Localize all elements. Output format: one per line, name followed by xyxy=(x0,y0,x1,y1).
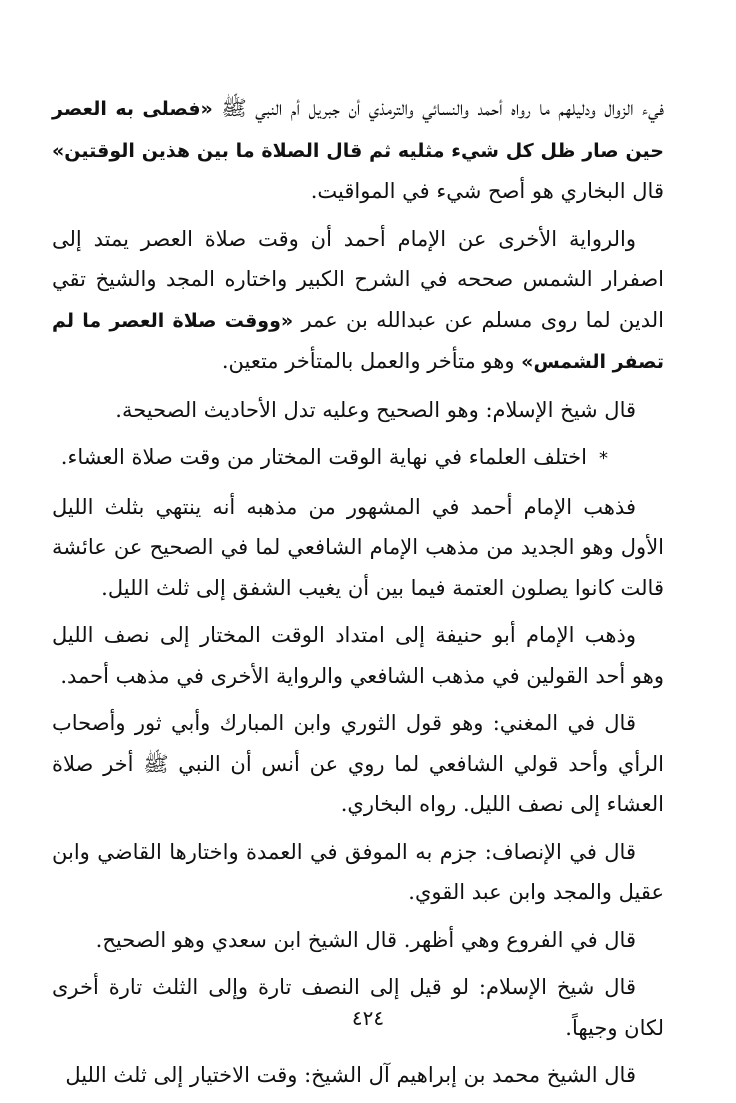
paragraph-sheikh-islam: قال شيخ الإسلام: وهو الصحيح وعليه تدل الأحاديث الصحيحة. xyxy=(115,397,636,422)
paragraph-text: والرواية الأخرى عن الإمام أحمد أن وقت صلاة العصر يمتد إلى اصفرار الشمس صححه في الشرح الكبير واختاره المجد والشيخ تقي الدين لما روى مسلم عن عبدالله بن عمر xyxy=(52,226,664,332)
paragraph-text: فيء الزوال ودليلهم ما رواه أحمد والنسائي والترمذي أن جبريل أم النبي ﷺ xyxy=(212,96,664,120)
paragraph-text: اختلف العلماء في نهاية الوقت المختار من وقت صلاة العشاء. xyxy=(60,445,587,469)
paragraph-insaf: قال في الإنصاف: جزم به الموفق في العمدة واختارها القاضي وابن عقيل والمجد وابن عبد القوي. xyxy=(52,839,664,904)
page-body xyxy=(52,88,664,1103)
paragraph-text: قال البخاري هو أصح شيء في المواقيت. xyxy=(310,179,664,203)
paragraph-text: وهو متأخر والعمل بالمتأخر متعين. xyxy=(221,349,522,373)
paragraph-furu: قال في الفروع وهي أظهر. قال الشيخ ابن سعدي وهو الصحيح. xyxy=(95,927,636,952)
paragraph-isha-heading xyxy=(52,437,664,480)
paragraph-asr-hadith xyxy=(52,88,664,212)
paragraph-sheikh-islam-2: قال شيخ الإسلام: لو قيل إلى النصف تارة وإلى الثلث تارة أخرى لكان وجيهاً. xyxy=(52,975,664,1040)
star-bullet-icon: * xyxy=(599,448,608,469)
paragraph-asr-second-narration xyxy=(52,219,664,383)
paragraph-muhammad-ibrahim: قال الشيخ محمد بن إبراهيم آل الشيخ: وقت الاختيار إلى ثلث الليل xyxy=(65,1063,636,1087)
paragraph-ahmad-opinion: فذهب الإمام أحمد في المشهور من مذهبه أنه ينتهي بثلث الليل الأول وهو الجديد من مذهب الإمام الشافعي لما في الصحيح عن عائشة قالت كانوا يصلون العتمة فيما بين أن يغيب الشفق إلى ثلث الليل. xyxy=(52,494,664,600)
paragraph-abu-hanifa-opinion: وذهب الإمام أبو حنيفة إلى امتداد الوقت المختار إلى نصف الليل وهو أحد القولين في مذهب الشافعي والرواية الأخرى في مذهب أحمد. xyxy=(52,623,664,688)
hadith-quote: «فصلى به العصر حين صار ظل كل شيء مثليه ثم قال الصلاة ما بين هذين الوقتين» xyxy=(52,98,664,162)
paragraph-mughni: قال في المغني: وهو قول الثوري وابن المبارك وأبي ثور وأصحاب الرأي وأحد قولي الشافعي لما روي عن أنس أن النبي ﷺ أخر صلاة العشاء إلى نصف الليل. رواه البخاري. xyxy=(52,711,664,816)
hadith-quote: «ووقت صلاة العصر ما لم تصفر الشمس» xyxy=(52,309,664,373)
page-number: ٤٢٤ xyxy=(351,1006,385,1030)
